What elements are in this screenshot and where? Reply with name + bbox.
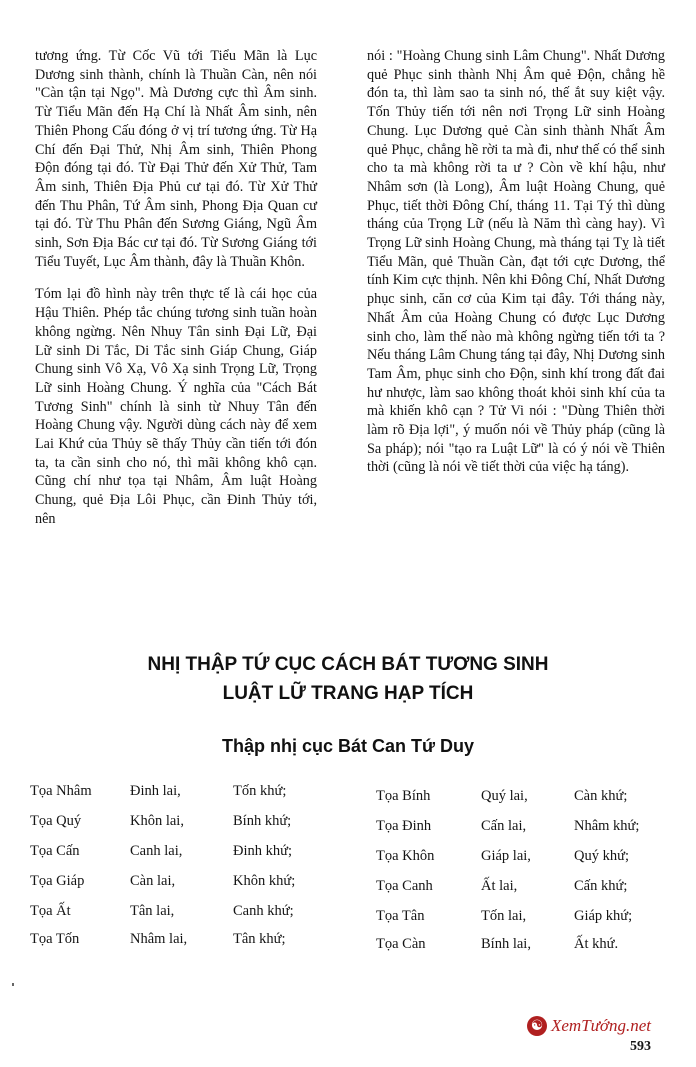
table-cell: Càn lai, <box>130 873 176 889</box>
left-paragraph-1: tương ứng. Từ Cốc Vũ tới Tiểu Mãn là Lục Dương sinh thành, chính là Thuần Càn, nên nói "Càn tận tại Ngọ". Mà Dương cực thì Âm sinh. Từ Tiểu Mãn đến Hạ Chí là Nhất Âm sinh, nên Thiên Phong Cấu đóng ở vị trí tương ứng. Từ Hạ Chí đến Đại Thử, Nhị Âm sinh, Thiên Phong Độn đóng tại đó. Từ Đại Thử đến Xử Thử, Tam Âm sinh, Thiên Địa Phủ cư tại đó. Từ Xử Thử đến Thu Phân, Tứ Âm sinh, Phong Địa Quan cư tại đó. Từ Thu Phân đến Sương Giáng, Ngũ Âm sinh, Sơn Địa Bác cư tại đó. Từ Sương Giáng tới Tiểu Tuyết, Lục Âm thành, đây là Thuần Khôn. <box>35 48 317 270</box>
table-cell: Ất khứ. <box>574 936 619 952</box>
table-cell: Cấn lai, <box>481 818 527 834</box>
left-text-column <box>35 47 317 543</box>
table-cell: Tọa Giáp <box>30 873 85 889</box>
table-cell: Giáp lai, <box>481 848 531 864</box>
table-cell: Canh khứ; <box>233 903 294 919</box>
table-cell: Tọa Canh <box>376 878 433 894</box>
table-cell: Ất lai, <box>481 878 518 894</box>
table-cell: Càn khứ; <box>574 788 628 804</box>
section-title-line-1: NHỊ THẬP TỨ CỤC CÁCH BÁT TƯƠNG SINH <box>147 654 549 675</box>
table-cell: Khôn lai, <box>130 813 184 829</box>
table-cell: Nhâm khứ; <box>574 818 640 834</box>
table-cell: Bính lai, <box>481 936 531 952</box>
table-cell: Tọa Cấn <box>30 843 80 859</box>
right-paragraph-1: nói : "Hoàng Chung sinh Lâm Chung". Nhất Dương quẻ Phục sinh thành Nhị Âm quẻ Độn, chẳng hề đón ta, thì làm sao ta sinh nó, thế ắt suy kiệt vậy. Tốn Thủy tiến tới nên nơi Trọng Lữ sinh Hoàng Chung. Lục Dương quẻ Càn sinh thành Nhất Âm quẻ Phục, chẳng hề rời ta mà đi, như thế có thể sinh cho ta mà không rời ta ư ? Còn về khí hậu, như Nhâm sơn (là Long), Âm luật Hoàng Chung, quẻ Phục, tiết thời Đông Chí, tháng 11. Tại Tý thì dùng tháng của Trọng Lữ (nếu là Năm thì càng hay). Vì Trọng Lữ sinh Hoàng Chung, mà tháng tại Tỵ là tiết Tiểu Mãn, quẻ Thuần Càn, đạt tới cực Dương, thể tính Kim cực thịnh. Nên khi Đông Chí, Nhất Dương phục sinh, căn cơ của Kim tại đây. Tới tháng này, Nhất Âm của Hoàng Chung có được Lục Dương sinh cho, làm thế nào mà không ngừng tiến tới ta ? Nếu tháng Lâm Chung táng tại đây, Nhị Dương sinh Tam Âm, phục sinh cho Độn, sinh khí trong đất đai hư nhược, làm sao không thoát khỏi sinh khí của ta mà khiến khô cạn ? Tử Vi nói : "Dùng Thiên thời làm rõ Địa lợi", ý muốn nói về Thủy pháp (cũng là Sa pháp); nói "tạo ra Luật Lữ" là có ý nói về Thiên thời (cũng là nói về tiết thời của việc hạ táng). <box>367 48 665 476</box>
table-cell: Tốn khứ; <box>233 783 287 799</box>
table-cell: Tọa Đinh <box>376 818 432 834</box>
table-cell: Tọa Nhâm <box>30 783 92 799</box>
table-cell: Tọa Khôn <box>376 848 435 864</box>
table-cell: Đinh khứ; <box>233 843 293 859</box>
table-cell: Quý lai, <box>481 788 528 804</box>
table-cell: Tọa Tốn <box>30 931 80 947</box>
table-cell: Cấn khứ; <box>574 878 628 894</box>
table-cell: Tọa Quý <box>30 813 82 829</box>
table-cell: Đinh lai, <box>130 783 181 799</box>
table-cell: Canh lai, <box>130 843 183 859</box>
table-cell: Tốn lai, <box>481 908 527 924</box>
table-cell: Tọa Tân <box>376 908 425 924</box>
site-watermark[interactable] <box>527 1013 651 1039</box>
table-cell: Tọa Càn <box>376 936 426 952</box>
right-text-column <box>367 47 665 491</box>
page-number: 593 <box>630 1039 651 1054</box>
section-title-line-2: LUẬT LỮ TRANG HẠP TÍCH <box>222 683 474 704</box>
table-cell: Bính khứ; <box>233 813 292 829</box>
left-paragraph-2: Tóm lại đồ hình này trên thực tế là cái học của Hậu Thiên. Phép tắc chúng tương sinh tuần hoàn không ngừng. Nên Nhuy Tân sinh Đại Lữ, Đại Lữ sinh Di Tắc, Di Tắc sinh Giáp Chung, Giáp Chung sinh Vô Xạ, Vô Xạ sinh Trọng Lữ, Trọng Lữ sinh Hoàng Chung. Ý nghĩa của "Cách Bát Tương Sinh" chính là sinh từ Nhuy Tân đến Hoàng Chung vậy. Người dùng cách này để xem Lai Khứ của Thủy sẽ thấy Thủy cần tiến tới đón ta, ta cần sinh cho nó, thì mãi không khô cạn. Cũng chí như tọa tại Nhâm, Âm luật Hoàng Chung, quẻ Địa Lôi Phục, cần Đinh Thủy tới, nên <box>35 286 317 527</box>
watermark-text: XemTướng.net <box>551 1016 652 1035</box>
table-cell: Quý khứ; <box>574 848 629 864</box>
table-cell: Tân lai, <box>130 903 175 919</box>
section-subtitle: Thập nhị cục Bát Can Tứ Duy <box>221 736 475 756</box>
table-cell: Tọa Ất <box>30 903 71 919</box>
table-cell: Giáp khứ; <box>574 908 633 924</box>
yin-yang-icon: ☯ <box>527 1016 547 1036</box>
table-cell: Khôn khứ; <box>233 873 296 889</box>
scan-artifact <box>12 983 14 986</box>
table-cell: Tân khứ; <box>233 931 286 947</box>
table-cell: Nhâm lai, <box>130 931 188 947</box>
table-cell: Tọa Bính <box>376 788 431 804</box>
